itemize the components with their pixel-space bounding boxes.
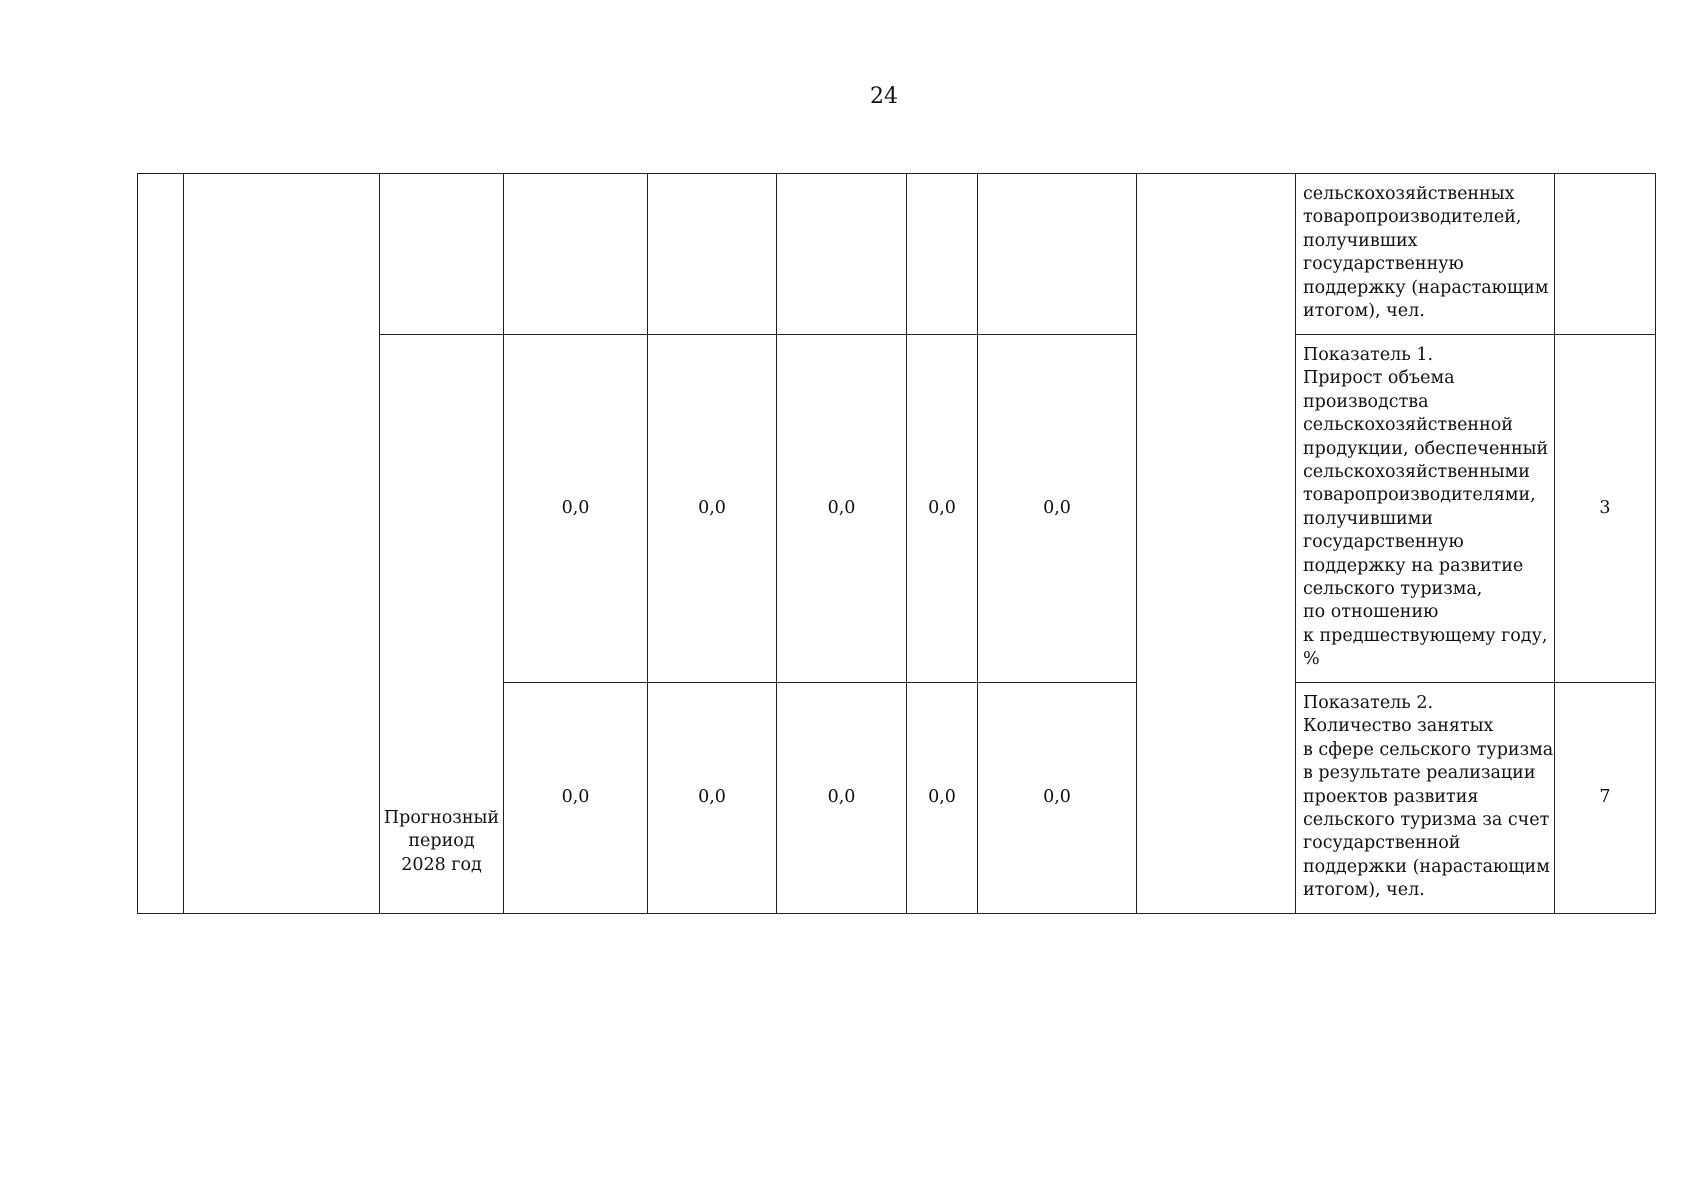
period-cell bbox=[380, 335, 504, 914]
value-cell-empty bbox=[978, 174, 1137, 335]
target-value-cell: 7 bbox=[1555, 683, 1656, 914]
indicator-line: поддержку на развитие bbox=[1303, 555, 1524, 576]
value-cell: 0,0 bbox=[978, 683, 1137, 914]
indicator-cell bbox=[1296, 683, 1555, 914]
indicator-line: государственной bbox=[1303, 833, 1461, 854]
indicator-line: производства bbox=[1303, 391, 1429, 412]
value-cell-empty bbox=[777, 174, 907, 335]
indicator-line: проектов развития bbox=[1303, 786, 1479, 807]
value-cell: 0,0 bbox=[978, 335, 1137, 683]
value-cell: 0,0 bbox=[777, 683, 907, 914]
budget-indicator-table bbox=[137, 173, 1656, 914]
indicator-line: сельского туризма за счет bbox=[1303, 810, 1550, 831]
indicator-line: в сфере сельского туризма bbox=[1303, 739, 1554, 760]
indicator-line: сельского туризма, bbox=[1303, 579, 1483, 600]
indicator-line: товаропроизводителей, bbox=[1303, 207, 1522, 228]
period-line: период bbox=[408, 831, 475, 852]
indicator-line: сельскохозяйственными bbox=[1303, 462, 1530, 483]
value-cell: 0,0 bbox=[777, 335, 907, 683]
page-number: 24 bbox=[870, 84, 898, 109]
value-cell: 0,0 bbox=[907, 683, 978, 914]
executor-cell bbox=[1137, 174, 1296, 914]
indicator-line: государственную bbox=[1303, 532, 1464, 553]
indicator-cell bbox=[1296, 335, 1555, 683]
indicator-cell bbox=[1296, 174, 1555, 335]
period-line: 2028 год bbox=[401, 854, 482, 875]
target-value-cell: 3 bbox=[1555, 335, 1656, 683]
value-cell-empty bbox=[504, 174, 648, 335]
indicator-line: товаропроизводителями, bbox=[1303, 485, 1536, 506]
indicator-line: в результате реализации bbox=[1303, 763, 1536, 784]
indicator-line: Прирост объема bbox=[1303, 368, 1455, 389]
table-row-continuation bbox=[138, 174, 1656, 335]
period-line: Прогнозный bbox=[383, 807, 500, 828]
indicator-line: по отношению bbox=[1303, 602, 1439, 623]
value-cell: 0,0 bbox=[648, 683, 777, 914]
value-cell-empty bbox=[648, 174, 777, 335]
value-cell: 0,0 bbox=[504, 335, 648, 683]
indicator-line: к предшествующему году, bbox=[1303, 625, 1548, 646]
value-cell: 0,0 bbox=[504, 683, 648, 914]
value-cell: 0,0 bbox=[907, 335, 978, 683]
target-cell-empty bbox=[1555, 174, 1656, 335]
indicator-line: поддержку (нарастающим bbox=[1303, 277, 1549, 298]
number-cell bbox=[138, 174, 184, 914]
indicator-line: сельскохозяйственных bbox=[1303, 184, 1515, 204]
indicator-line: получивших bbox=[1303, 230, 1418, 251]
period-cell-empty bbox=[380, 174, 504, 335]
indicator-line: Количество занятых bbox=[1303, 716, 1494, 737]
value-cell: 0,0 bbox=[648, 335, 777, 683]
value-cell-empty bbox=[907, 174, 978, 335]
indicator-line: Показатель 2. bbox=[1303, 693, 1434, 713]
indicator-line: Показатель 1. bbox=[1303, 345, 1434, 365]
indicator-line: % bbox=[1303, 649, 1320, 670]
event-name-cell bbox=[184, 174, 380, 914]
indicator-line: итогом), чел. bbox=[1303, 880, 1425, 901]
indicator-line: итогом), чел. bbox=[1303, 301, 1425, 322]
indicator-line: получившими bbox=[1303, 508, 1433, 529]
indicator-line: поддержки (нарастающим bbox=[1303, 856, 1550, 877]
indicator-line: продукции, обеспеченный bbox=[1303, 438, 1549, 459]
indicator-line: сельскохозяйственной bbox=[1303, 415, 1513, 436]
indicator-line: государственную bbox=[1303, 254, 1464, 275]
